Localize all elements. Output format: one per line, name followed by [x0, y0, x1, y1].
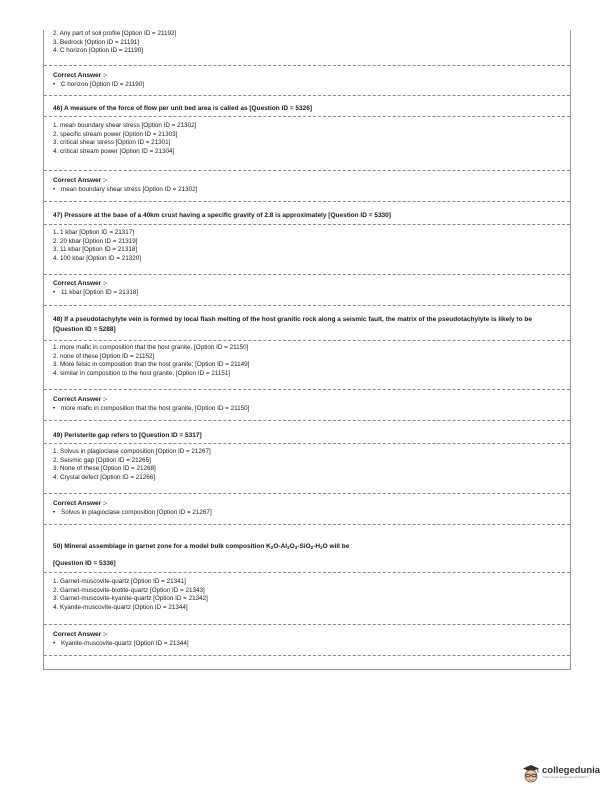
q50-option-2: 2. Garnet-muscovite-biotite-quartz [Option ID = 21343]	[53, 586, 205, 594]
q47-block	[53, 211, 562, 221]
q48-question: 48) If a pseudotachylyte vein is formed by local flash melting of the host granitic rock along a seismic fault, the matrix of the pseudotachylyte is likely to be [Question ID = 5288]	[53, 316, 532, 333]
q47-answer-label: Correct Answer :-	[53, 280, 108, 287]
q49-option-4: 4. Crystal defect [Option ID = 21266]	[53, 474, 156, 482]
q48-option-2: 2. none of these [Option ID = 21152]	[53, 352, 155, 360]
q47-answer-block	[53, 279, 562, 297]
q50-answer: • Kyanite-muscovite-quartz [Option ID = 21344]	[53, 640, 189, 647]
q46-options	[53, 122, 562, 157]
q48-option-3: 3. More felsic in composition than the host granite; [Option ID = 21149]	[53, 361, 250, 369]
logo-text: collegedunia	[542, 765, 601, 776]
q49-block	[53, 431, 562, 441]
q46-question: 46) A measure of the force of flow per unit bed area is called as [Question ID = 5326]	[53, 105, 313, 112]
q47-option-2: 2. 20 kbar [Option ID = 21319]	[53, 237, 138, 245]
q50-block	[53, 542, 562, 568]
q46-answer-label: Correct Answer :-	[53, 177, 108, 184]
q50-answer-block	[53, 630, 562, 648]
q46-answer: • mean boundary shear stress [Option ID = 21302]	[53, 186, 198, 193]
logo-tagline: India's largest Student Review Platform	[543, 776, 589, 779]
q49-option-1: 1. Solvus in plagioclase composition [Option ID = 21267]	[53, 448, 211, 455]
q48-block	[53, 315, 562, 334]
collegedunia-logo[interactable]	[522, 764, 608, 784]
q47-question: 47) Pressure at the base of a 40km crust having a specific gravity of 2.8 is approximately [Question ID = 5330]	[53, 212, 391, 219]
q45-answer: • C horizon [Option ID = 21190]	[53, 81, 145, 88]
q49-option-2: 2. Seismic gap [Option ID = 21265]	[53, 456, 151, 464]
q47-options	[53, 229, 562, 264]
q45-answer-block	[53, 71, 562, 89]
q46-option-3: 3. critical shear stress [Option ID = 21301]	[53, 139, 171, 147]
graduate-mascot-icon	[522, 764, 540, 784]
q46-option-1: 1. mean boundary shear stress [Option ID = 21302]	[53, 122, 197, 129]
q48-option-1: 1. more mafic in composition that the host granite, [Option ID = 21150]	[53, 344, 249, 351]
question-paper-frame	[43, 30, 571, 670]
q50-question-id: [Question ID = 5336]	[53, 559, 116, 567]
q47-option-1: 1. 1 kbar [Option ID = 21317]	[53, 229, 135, 236]
q49-option-3: 3. None of these [Option ID = 21268]	[53, 465, 156, 473]
q48-answer-label: Correct Answer :-	[53, 396, 108, 403]
q49-options	[53, 448, 562, 483]
q50-answer-label: Correct Answer :-	[53, 631, 108, 638]
q47-option-3: 3. 11 kbar [Option ID = 21318]	[53, 246, 138, 254]
q49-answer-block	[53, 499, 562, 517]
q47-answer: • 11 kbar [Option ID = 21318]	[53, 289, 139, 296]
q46-answer-block	[53, 176, 562, 194]
q45-option-2: 2. Any part of soil profile [Option ID = 21192]	[53, 30, 177, 37]
q46-option-4: 4. critical stream power [Option ID = 21304]	[53, 148, 175, 156]
q46-option-2: 2. specific stream power [Option ID = 21303]	[53, 130, 178, 138]
q45-option-4: 4. C horizon [Option ID = 21190]	[53, 47, 144, 55]
q45-options	[53, 30, 562, 56]
q50-options	[53, 578, 562, 613]
q47-option-4: 4. 100 kbar [Option ID = 21320]	[53, 255, 142, 263]
q48-answer: • more mafic in composition that the host granite, [Option ID = 21150]	[53, 405, 250, 412]
q45-answer-label: Correct Answer :-	[53, 72, 108, 79]
q49-answer: • Solvus in plagioclase composition [Option ID = 21267]	[53, 509, 212, 516]
q48-options	[53, 344, 562, 379]
q50-option-4: 4. Kyanite-muscovite-quartz [Option ID = 21344]	[53, 604, 188, 612]
q50-question: 50) Mineral assemblage in garnet zone for a model bulk composition $K_2O-Al_2O_3-SiO_2-H_2O$ will be	[53, 543, 350, 550]
q50-option-1: 1. Garnet-muscovite-quartz [Option ID = 21341]	[53, 578, 186, 585]
q49-question: 49) Peristerite gap refers to [Question ID = 5317]	[53, 432, 202, 439]
q48-option-4: 4. similar in composition to the host granite, [Option ID = 21151]	[53, 370, 231, 378]
q49-answer-label: Correct Answer :-	[53, 500, 108, 507]
q48-answer-block	[53, 395, 562, 413]
q45-option-3: 3. Bedrock [Option ID = 21191]	[53, 38, 140, 46]
q46-block	[53, 104, 562, 114]
q50-option-3: 3. Garnet-muscovite-kyanite-quartz [Option ID = 21342]	[53, 595, 208, 603]
